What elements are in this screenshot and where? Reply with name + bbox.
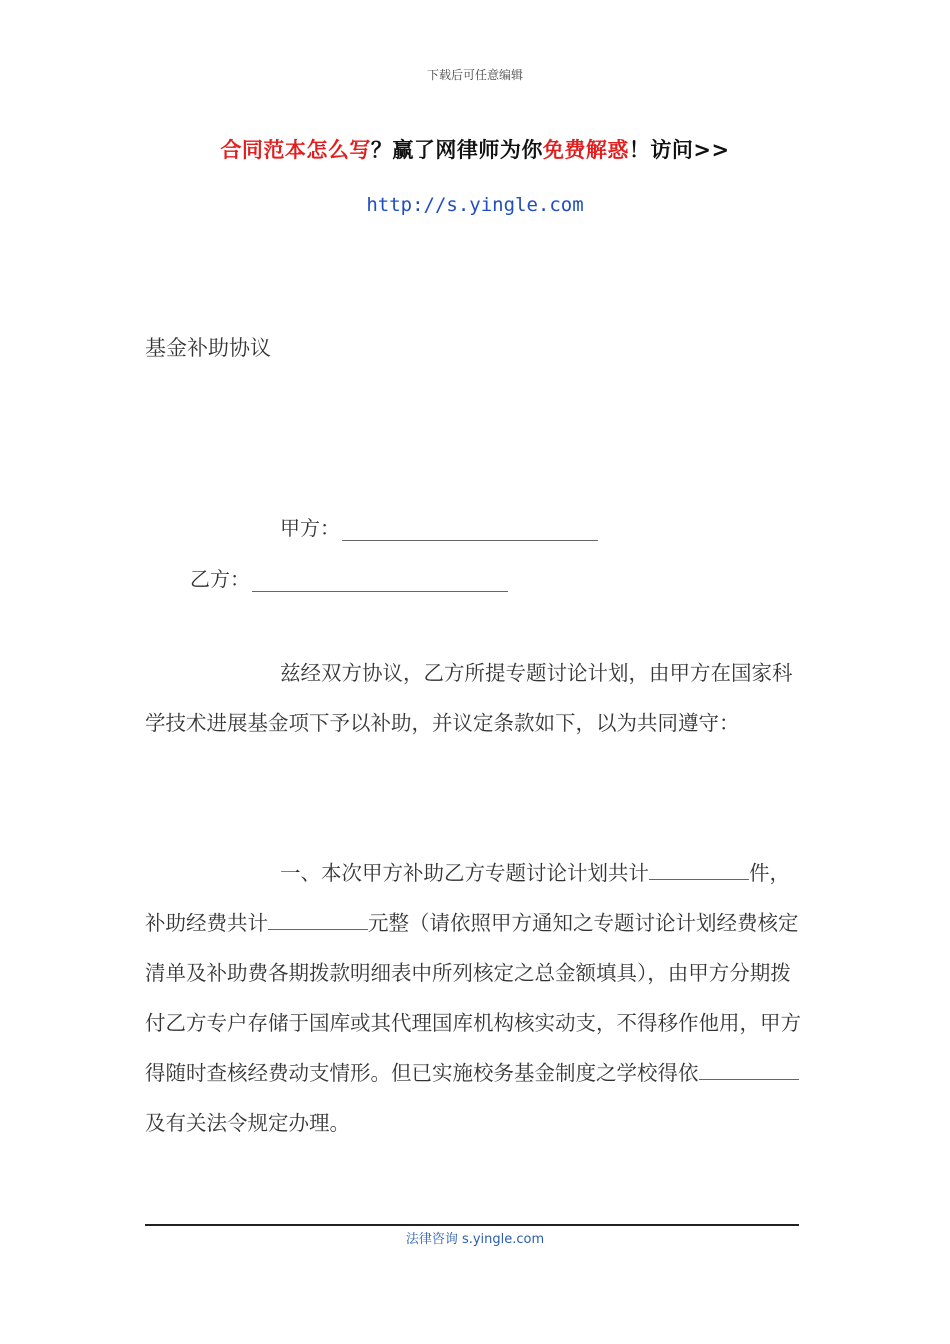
top-note: 下载后可任意编辑 xyxy=(426,68,523,82)
banner-text-3: 免费解惑 xyxy=(542,138,629,162)
party-a-blank xyxy=(342,518,598,541)
banner-text-2: ？赢了网律师为你 xyxy=(370,138,543,162)
banner-text-4: ！访问>> xyxy=(628,138,730,162)
clause-1-text-d: 及有关法令规定办理。 xyxy=(145,1111,350,1135)
clause-1-blank-amount xyxy=(268,907,368,930)
clause-1-text-b: 件，补助经费共计 xyxy=(145,861,790,935)
intro-text: 兹经双方协议，乙方所提专题讨论计划，由甲方在国家科学技术进展基金项下予以补助，并议定条款如下，以为共同遵守： xyxy=(145,661,793,735)
party-a-line xyxy=(280,512,598,541)
party-a-label: 甲方： xyxy=(280,516,340,540)
intro-paragraph xyxy=(145,648,805,748)
clause-1-paragraph xyxy=(145,848,805,1148)
footer-link[interactable]: 法律咨询 s.yingle.com xyxy=(405,1232,545,1247)
promo-banner[interactable] xyxy=(0,134,950,164)
party-b-line xyxy=(190,563,508,592)
clause-1-text-c: 元整（请依照甲方通知之专题讨论计划经费核定清单及补助费各期拨款明细表中所列核定之总金额填具），由甲方分期拨付乙方专户存储于国库或其代理国库机构核实动支，不得移作他用，甲方得随时查核经费动支情形。但已实施校务基金制度之学校得依 xyxy=(145,911,801,1085)
document-title: 基金补助协议 xyxy=(145,336,271,360)
footer-divider xyxy=(145,1224,799,1226)
clause-1-blank-count xyxy=(649,857,749,880)
site-url-link[interactable]: http://s.yingle.com xyxy=(366,194,584,216)
party-b-blank xyxy=(252,569,508,592)
banner-text-1: 合同范本怎么写 xyxy=(220,138,371,162)
party-b-label: 乙方： xyxy=(190,567,250,591)
clause-1-text-a: 一、本次甲方补助乙方专题讨论计划共计 xyxy=(280,861,649,885)
clause-1-blank-basis xyxy=(699,1057,799,1080)
